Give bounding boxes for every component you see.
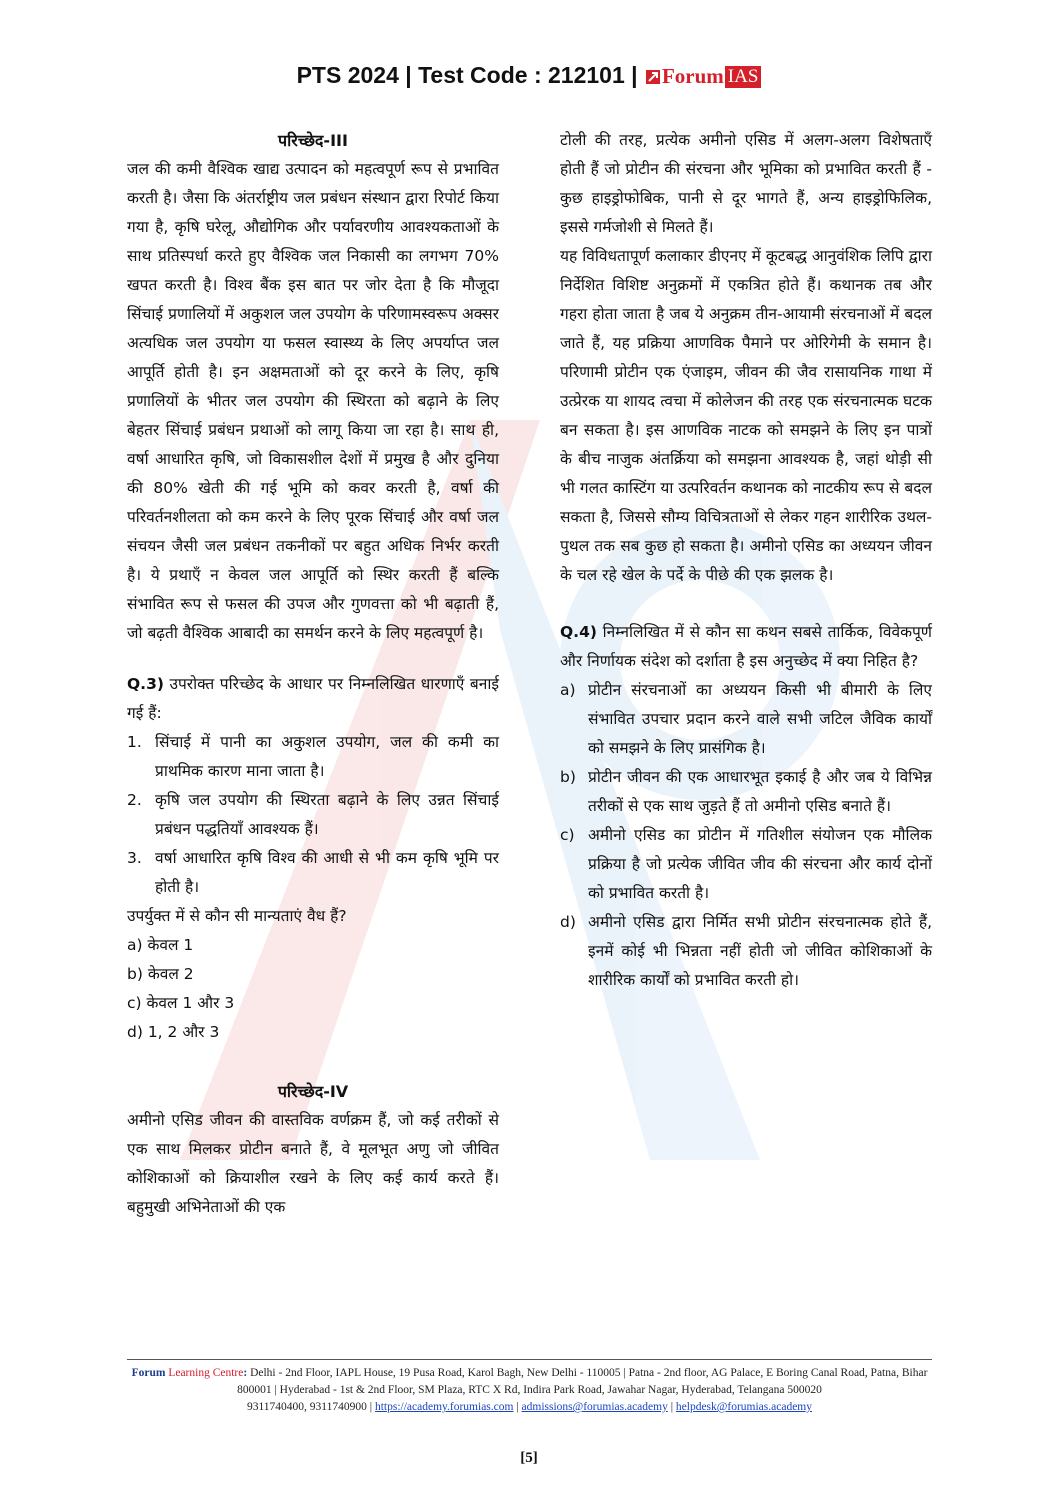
q4-option-b-text: प्रोटीन जीवन की एक आधारभूत इकाई है और जब ये विभिन्न तरीकों से एक साथ जुड़ते हैं तो अमीनो एसिड बनाते हैं।: [588, 768, 932, 815]
q4-option-c-text: अमीनो एसिड का प्रोटीन में गतिशील संयोजन एक मौलिक प्रक्रिया है जो प्रत्येक जीवित जीव की संरचना और कार्य दोनों को प्रभावित करती है।: [588, 826, 932, 902]
passage-4-paragraph-2: यह विविधतापूर्ण कलाकार डीएनए में कूटबद्ध आनुवंशिक लिपि द्वारा निर्देशित विशिष्ट अनुक्रमों में एकत्रित होते हैं। कथानक तब और गहरा होता जाता है जब ये अनुक्रम तीन-आयामी संरचनाओं में बदल जाते हैं, यह प्रक्रिया आणविक पैमाने पर ओरिगेमी के समान है। परिणामी प्रोटीन एक एंजाइम, जीवन की जैव रासायनिक गाथा में उत्प्रेरक या शायद त्वचा में कोलेजन की तरह एक संरचनात्मक घटक बन सकता है। इस आणविक नाटक को समझने के लिए इन पात्रों के बीच नाजुक अंतर्क्रिया को समझना आवश्यक है, जहां थोड़ी सी भी गलत कास्टिंग या उत्परिवर्तन कथानक को नाटकीय रूप से बदल सकता है, जिससे सौम्य विचित्रताओं से लेकर गहन शारीरिक उथल-पुथल तक सब कुछ हो सकता है। अमीनो एसिड का अध्ययन जीवन के चल रहे खेल के पर्दे के पीछे की एक झलक है।: [560, 247, 932, 584]
left-column: [127, 126, 499, 1222]
passage-3-text: जल की कमी वैश्विक खाद्य उत्पादन को महत्वपूर्ण रूप से प्रभावित करती है। जैसा कि अंतर्राष्ट्रीय जल प्रबंधन संस्थान द्वारा रिपोर्ट किया गया है, कृषि घरेलू, औद्योगिक और पर्यावरणीय आवश्यकताओं के साथ प्रतिस्पर्धा करते हुए वैश्विक जल निकासी का लगभग 70% खपत करती है। विश्व बैंक इस बात पर जोर देता है कि मौजूदा सिंचाई प्रणालियों में अकुशल जल उपयोग के परिणामस्वरूप अक्सर अत्यधिक जल उपयोग या फसल स्वास्थ्य के लिए अपर्याप्त जल आपूर्ति होती है। इन अक्षमताओं को दूर करने के लिए, कृषि प्रणालियों के भीतर जल उपयोग की स्थिरता को बढ़ाने के लिए बेहतर सिंचाई प्रबंधन प्रथाओं को लागू किया जा रहा है। साथ ही, वर्षा आधारित कृषि, जो विकासशील देशों में प्रमुख है और दुनिया की 80% खेती की गई भूमि को कवर करती है, वर्षा की परिवर्तनशीलता को कम करने के लिए पूरक सिंचाई और वर्षा जल संचयन जैसी जल प्रबंधन तकनीकों पर बहुत अधिक निर्भर करती है। ये प्रथाएँ न केवल जल आपूर्ति को स्थिर करती हैं बल्कि संभावित रूप से फसल की उपज और गुणवत्ता को भी बढ़ाती हैं, जो बढ़ती वैश्विक आबादी का समर्थन करने के लिए महत्वपूर्ण है।: [127, 160, 499, 642]
question-4-number: Q.4): [560, 623, 597, 641]
q4-option-c-label: c): [560, 826, 575, 844]
footer-helpdesk-email[interactable]: helpdesk@forumias.academy: [675, 1401, 812, 1413]
q3-statement-3: [127, 844, 499, 902]
footer-colon: :: [243, 1367, 248, 1379]
logo-ias-text: IAS: [725, 66, 762, 88]
q3-statement-1-num: 1.: [127, 733, 142, 751]
q3-statement-3-num: 3.: [127, 849, 142, 867]
footer-divider: [127, 1359, 932, 1360]
footer-admissions-email[interactable]: admissions@forumias.academy: [521, 1401, 668, 1413]
passage-4-text: अमीनो एसिड जीवन की वास्तविक वर्णक्रम हैं, जो कई तरीकों से एक साथ मिलकर प्रोटीन बनाते हैं, वे मूलभूत अणु जो जीवित कोशिकाओं को क्रियाशील रखने के लिए कई कार्य करते हैं। बहुमुखी अभिनेताओं की एक: [127, 1111, 499, 1216]
question-4: [560, 618, 932, 676]
passage-4-continued: टोली की तरह, प्रत्येक अमीनो एसिड में अलग-अलग विशेषताएँ होती हैं जो प्रोटीन की संरचना और भूमिका को प्रभावित करती हैं - कुछ हाइड्रोफोबिक, पानी से दूर भागते हैं, अन्य हाइड्रोफिलिक, इससे गर्मजोशी से मिलते हैं।: [560, 131, 932, 236]
q3-statement-1-text: सिंचाई में पानी का अकुशल उपयोग, जल की कमी का प्राथमिक कारण माना जाता है।: [155, 733, 499, 780]
footer-phones: 9311740400, 9311740900: [246, 1401, 367, 1413]
q4-option-d[interactable]: [560, 908, 932, 995]
q3-statement-2-num: 2.: [127, 791, 142, 809]
footer-separator: |: [366, 1401, 375, 1413]
right-column: [560, 126, 932, 995]
page-header: [0, 62, 1058, 89]
footer-website-link[interactable]: https://academy.forumias.com: [374, 1401, 514, 1413]
footer-separator: |: [513, 1401, 522, 1413]
question-3-number: Q.3): [127, 675, 164, 693]
forumias-logo: [646, 64, 761, 89]
q3-option-a[interactable]: a) केवल 1: [127, 936, 194, 954]
q4-option-d-text: अमीनो एसिड द्वारा निर्मित सभी प्रोटीन संरचनात्मक होते हैं, इनमें कोई भी भिन्नता नहीं होती जो जीवित कोशिकाओं के शारीरिक कार्यों को प्रभावित करती हो।: [588, 913, 932, 989]
q3-statement-1: [127, 728, 499, 786]
q4-option-a-text: प्रोटीन संरचनाओं का अध्ययन किसी भी बीमारी के लिए संभावित उपचार प्रदान करने वाले सभी जटिल जैविक कार्यों को समझने के लिए प्रासंगिक है।: [588, 681, 932, 757]
footer-addresses: Delhi - 2nd Floor, IAPL House, 19 Pusa Road, Karol Bagh, New Delhi - 110005 | Patna - 2nd floor, AG Palace, E Boring Canal Road, Patna, Bihar 800001 | Hyderabad - 1st & 2nd Floor, SM Plaza, RTC X Rd, Indira Park Road, Jawahar Nagar, Hyderabad, Telangana 500020: [237, 1367, 928, 1396]
q3-statement-3-text: वर्षा आधारित कृषि विश्व की आधी से भी कम कृषि भूमि पर होती है।: [155, 849, 499, 896]
passage-3-title: परिच्छेद-III: [278, 131, 348, 150]
passage-4-title: परिच्छेद-IV: [277, 1082, 349, 1101]
question-4-text: निम्नलिखित में से कौन सा कथन सबसे तार्किक, विवेकपूर्ण और निर्णायक संदेश को दर्शाता है इस अनुच्छेद में क्या निहित है?: [560, 623, 932, 670]
logo-forum-text: Forum: [661, 64, 724, 89]
q4-option-b-label: b): [560, 768, 576, 786]
q3-option-c[interactable]: c) केवल 1 और 3: [127, 994, 235, 1012]
page-number: [5]: [520, 1450, 538, 1466]
question-3-prompt: उपर्युक्त में से कौन सी मान्यताएं वैध हैं?: [127, 907, 347, 925]
q4-option-c[interactable]: [560, 821, 932, 908]
page-footer: [127, 1365, 932, 1416]
q4-option-a[interactable]: [560, 676, 932, 763]
footer-org-forum: Forum: [131, 1367, 166, 1379]
footer-org-rest: Learning Centre: [165, 1367, 244, 1379]
q3-option-b[interactable]: b) केवल 2: [127, 965, 194, 983]
q4-option-a-label: a): [560, 681, 576, 699]
q4-option-b[interactable]: [560, 763, 932, 821]
q3-statement-2: [127, 786, 499, 844]
q3-statement-2-text: कृषि जल उपयोग की स्थिरता बढ़ाने के लिए उन्नत सिंचाई प्रबंधन पद्धतियाँ आवश्यक हैं।: [155, 791, 499, 838]
q3-option-d[interactable]: d) 1, 2 और 3: [127, 1023, 220, 1041]
footer-separator: |: [667, 1401, 676, 1413]
q4-option-d-label: d): [560, 913, 576, 931]
header-title: PTS 2024 | Test Code : 212101 |: [296, 62, 638, 88]
logo-arrow-icon: [646, 70, 660, 84]
question-3: [127, 670, 499, 728]
question-3-text: उपरोक्त परिच्छेद के आधार पर निम्नलिखित धारणाएँ बनाई गई हैं:: [127, 675, 499, 722]
